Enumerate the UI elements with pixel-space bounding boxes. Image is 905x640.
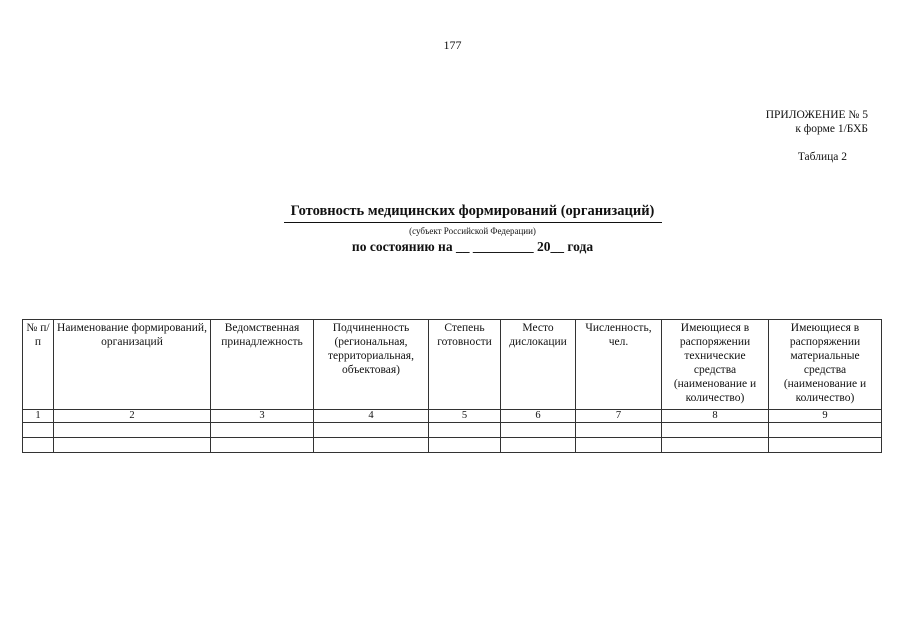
table-row: [23, 438, 882, 453]
readiness-table: [22, 319, 882, 453]
empty-cell: [662, 423, 769, 438]
appendix-form-ref: к форме 1/БХБ: [795, 123, 868, 135]
col-header-department: Ведомственная принадлежность: [211, 320, 314, 410]
empty-cell: [769, 438, 882, 453]
col-header-subordination: Подчиненность (региональная, территориальная, объектовая): [314, 320, 429, 410]
empty-cell: [314, 438, 429, 453]
column-number: 4: [314, 410, 429, 423]
empty-cell: [576, 423, 662, 438]
empty-cell: [211, 423, 314, 438]
appendix-label: ПРИЛОЖЕНИЕ № 5: [765, 109, 868, 121]
document-title: Готовность медицинских формирований (организаций): [290, 203, 655, 219]
table-row: [23, 423, 882, 438]
empty-cell: [23, 423, 54, 438]
page-number: 177: [443, 38, 462, 52]
as-of-date-line: по состоянию на __ _________ 20__ года: [351, 239, 594, 254]
empty-cell: [576, 438, 662, 453]
empty-cell: [429, 438, 501, 453]
empty-cell: [769, 423, 882, 438]
empty-cell: [501, 438, 576, 453]
empty-cell: [23, 438, 54, 453]
subject-fill-line: [284, 222, 662, 223]
column-number: 6: [501, 410, 576, 423]
column-number: 7: [576, 410, 662, 423]
table-number: Таблица 2: [797, 151, 847, 163]
subject-caption: (субъект Российской Федерации): [409, 226, 536, 236]
col-header-number: № п/п: [23, 320, 54, 410]
col-header-name: Наименование формирований, организаций: [54, 320, 211, 410]
empty-cell: [501, 423, 576, 438]
empty-cell: [429, 423, 501, 438]
empty-cell: [314, 423, 429, 438]
col-header-material-means: Имеющиеся в распоряжении материальные средства (наименование и количество): [769, 320, 882, 410]
empty-cell: [54, 438, 211, 453]
col-header-technical-means: Имеющиеся в распоряжении технические средства (наименование и количество): [662, 320, 769, 410]
col-header-headcount: Численность, чел.: [576, 320, 662, 410]
column-number: 3: [211, 410, 314, 423]
header-row: [23, 320, 882, 410]
empty-cell: [662, 438, 769, 453]
column-number: 2: [54, 410, 211, 423]
column-number: 5: [429, 410, 501, 423]
appendix-block: [766, 108, 868, 136]
empty-cell: [211, 438, 314, 453]
column-number-row: [23, 410, 882, 423]
column-number: 8: [662, 410, 769, 423]
col-header-location: Место дислокации: [501, 320, 576, 410]
column-number: 1: [23, 410, 54, 423]
title-block: [0, 203, 905, 255]
column-number: 9: [769, 410, 882, 423]
empty-cell: [54, 423, 211, 438]
col-header-readiness: Степень готовности: [429, 320, 501, 410]
